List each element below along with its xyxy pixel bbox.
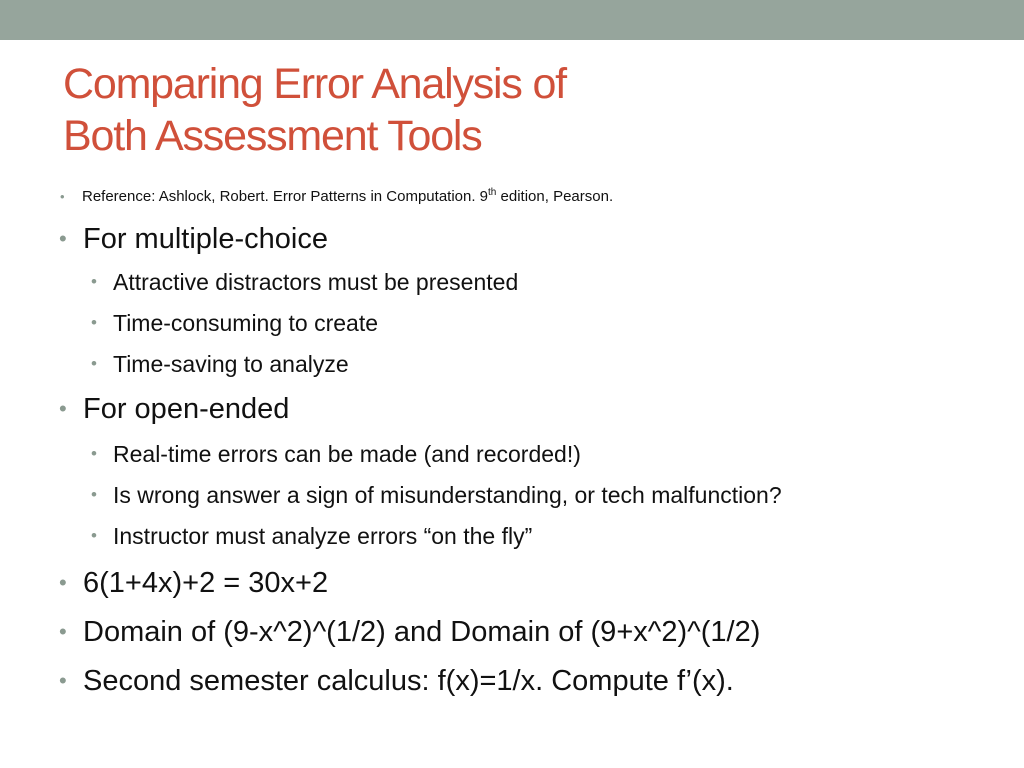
slide-title-line-2: Both Assessment Tools bbox=[63, 112, 482, 160]
list-item-text: Instructor must analyze errors “on the fly” bbox=[113, 523, 533, 549]
list-item-text: Is wrong answer a sign of misunderstanding, or tech malfunction? bbox=[113, 482, 782, 508]
open-ended-heading bbox=[59, 391, 290, 427]
list-item bbox=[91, 350, 349, 378]
reference-bullet bbox=[60, 187, 614, 207]
list-item-text: Time-consuming to create bbox=[113, 310, 379, 336]
list-item bbox=[91, 268, 519, 296]
bullet-dot-icon: • bbox=[60, 189, 65, 204]
example-bullet bbox=[59, 614, 761, 650]
example-bullet bbox=[59, 663, 734, 699]
reference-text-end: edition, Pearson. bbox=[496, 188, 614, 205]
bullet-dot-icon: • bbox=[91, 354, 97, 373]
bullet-dot-icon: • bbox=[59, 396, 67, 421]
list-item bbox=[91, 481, 782, 509]
bullet-dot-icon: • bbox=[59, 668, 67, 693]
bullet-dot-icon: • bbox=[59, 570, 67, 595]
multiple-choice-heading bbox=[59, 221, 328, 257]
bullet-dot-icon: • bbox=[91, 485, 97, 504]
bullet-dot-icon: • bbox=[59, 226, 67, 251]
top-accent-bar bbox=[0, 0, 1024, 40]
list-item bbox=[91, 522, 533, 550]
list-item bbox=[91, 440, 581, 468]
multiple-choice-heading-text: For multiple-choice bbox=[83, 223, 328, 255]
open-ended-heading-text: For open-ended bbox=[83, 393, 290, 425]
reference-text: Reference: Ashlock, Robert. Error Patterns in Computation. 9 bbox=[82, 188, 489, 205]
example-text: Second semester calculus: f(x)=1/x. Compute f’(x). bbox=[83, 665, 734, 697]
slide-title-line-1: Comparing Error Analysis of bbox=[63, 60, 566, 108]
example-text: 6(1+4x)+2 = 30x+2 bbox=[83, 567, 329, 599]
list-item-text: Real-time errors can be made (and recorded!) bbox=[113, 441, 581, 467]
bullet-dot-icon: • bbox=[91, 313, 97, 332]
slide-title bbox=[63, 58, 963, 162]
list-item-text: Time-saving to analyze bbox=[113, 351, 349, 377]
bullet-dot-icon: • bbox=[91, 526, 97, 545]
example-text: Domain of (9-x^2)^(1/2) and Domain of (9+x^2)^(1/2) bbox=[83, 616, 761, 648]
reference-superscript: th bbox=[488, 187, 497, 198]
list-item-text: Attractive distractors must be presented bbox=[113, 269, 519, 295]
bullet-dot-icon: • bbox=[91, 272, 97, 291]
bullet-dot-icon: • bbox=[59, 619, 67, 644]
bullet-dot-icon: • bbox=[91, 444, 97, 463]
list-item bbox=[91, 309, 379, 337]
example-bullet bbox=[59, 565, 329, 601]
